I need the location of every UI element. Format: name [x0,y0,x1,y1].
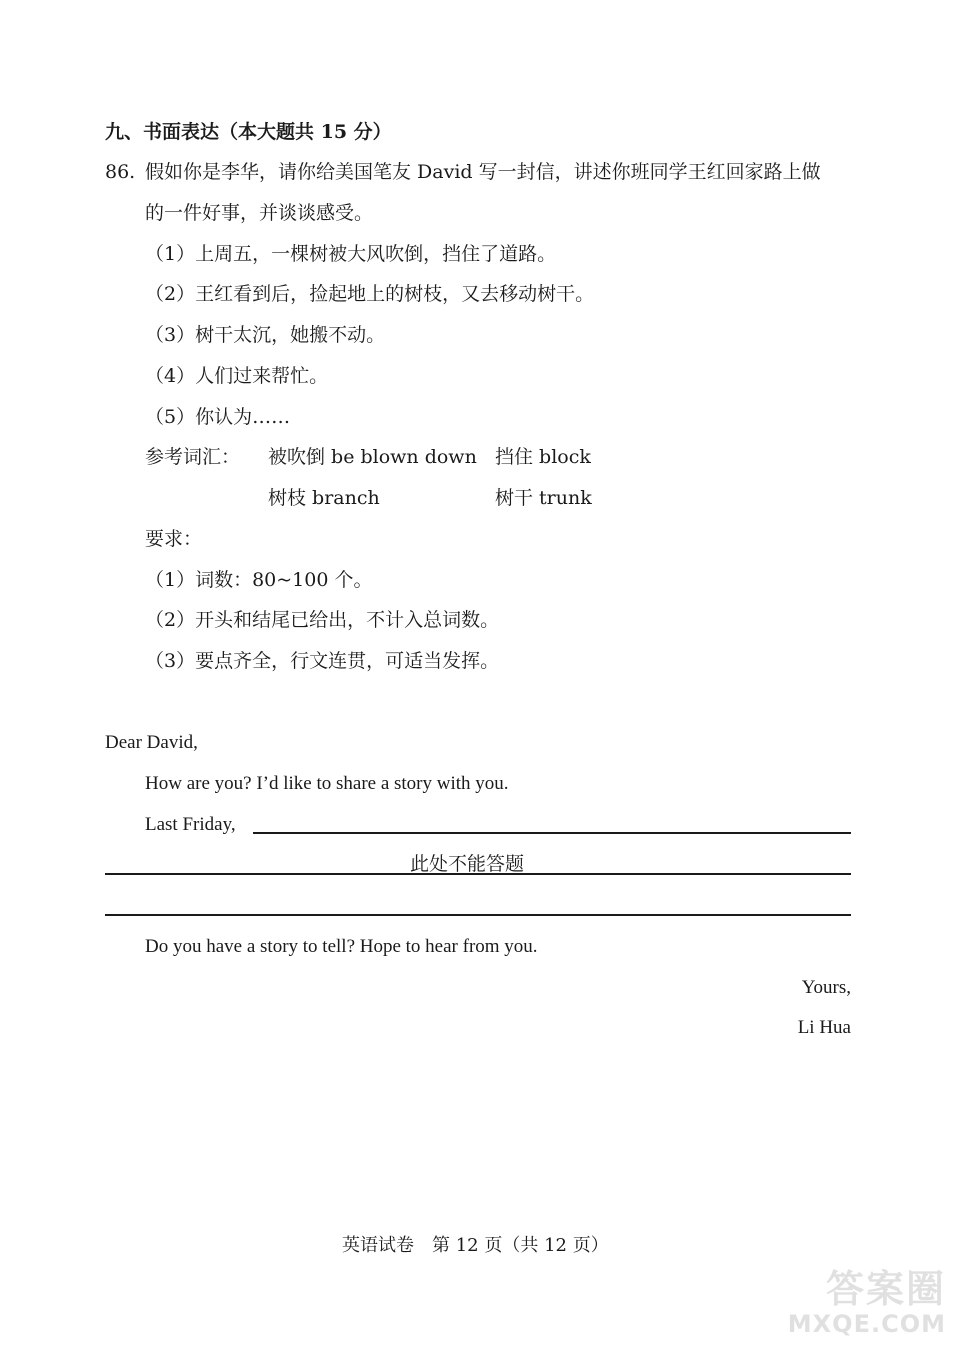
requirement-item-2: （2）开头和结尾已给出，不计入总词数。 [145,609,500,631]
watermark-bottom-text: MXQE.COM [787,1310,946,1338]
letter-signature: Li Hua [797,1017,851,1038]
letter-signoff: Yours, [801,977,851,998]
answer-line-3[interactable] [105,914,851,916]
requirement-item-3: （3）要点齐全，行文连贯，可适当发挥。 [145,650,500,672]
question-prompt-line2: 的一件好事，并谈谈感受。 [145,202,374,224]
vocab-item-1: 被吹倒 be blown down [268,446,477,468]
point-item-5: （5）你认为…… [145,406,291,428]
watermark-top-text: 答案圈 [825,1267,946,1311]
page-footer: 英语试卷 第 12 页（共 12 页） [342,1235,609,1256]
answer-line-2[interactable] [105,873,851,875]
section-heading: 九、书面表达（本大题共 15 分） [105,121,392,143]
requirements-label: 要求： [145,528,203,550]
point-item-3: （3）树干太沉，她搬不动。 [145,324,386,346]
letter-closing-line: Do you have a story to tell? Hope to hear from you. [145,936,538,957]
vocab-item-2: 挡住 block [495,446,591,468]
no-answer-notice: 此处不能答题 [410,853,525,875]
letter-greeting: Dear David, [105,732,198,753]
requirement-item-1: （1）词数：80~100 个。 [145,569,373,591]
question-number: 86. [105,161,136,183]
letter-line-2: Last Friday, [145,814,236,835]
vocab-item-4: 树干 trunk [495,487,592,509]
answer-line-1[interactable] [253,832,851,834]
point-item-2: （2）王红看到后，捡起地上的树枝，又去移动树干。 [145,283,595,305]
question-prompt-line1: 假如你是李华，请你给美国笔友 David 写一封信，讲述你班同学王红回家路上做 [145,161,821,183]
point-item-1: （1）上周五，一棵树被大风吹倒，挡住了道路。 [145,243,557,265]
vocab-label: 参考词汇： [145,446,241,468]
point-item-4: （4）人们过来帮忙。 [145,365,329,387]
watermark-logo [766,1258,946,1338]
vocab-item-3: 树枝 branch [268,487,380,509]
letter-line-1: How are you? I’d like to share a story with you. [145,773,509,794]
